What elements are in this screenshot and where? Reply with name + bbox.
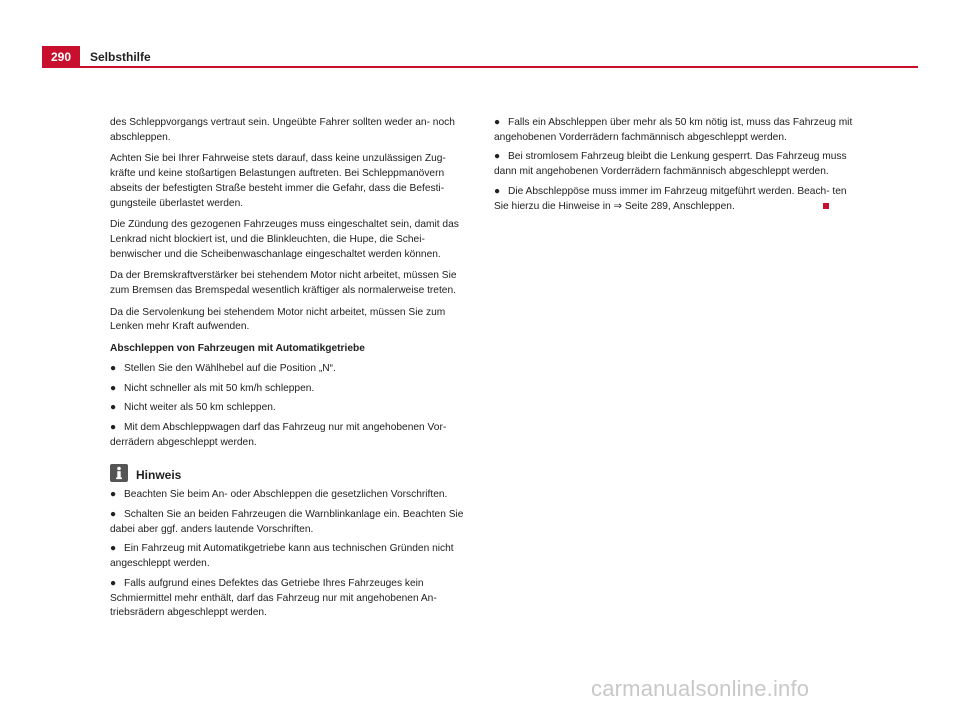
- arrow-icon: ⇒: [613, 200, 623, 212]
- list-item: [110, 401, 465, 416]
- note-item: [110, 577, 465, 621]
- section-heading: Abschleppen von Fahrzeugen mit Automatikgetriebe: [110, 343, 365, 355]
- bullet-icon: ●: [494, 117, 501, 128]
- bullet-icon: ●: [110, 382, 117, 394]
- list-item-suffix: .: [731, 200, 735, 212]
- list-item: [110, 382, 465, 397]
- paragraph: Da der Bremskraftverstärker bei stehendem Motor nicht arbeitet, müssen Sie zum Bremsen das Bremspedal wesentlich kräftiger als normalerweise treten.: [110, 270, 457, 297]
- bullet-icon: ●: [110, 509, 117, 521]
- bullet-icon: ●: [110, 577, 117, 589]
- bullet-icon: ●: [494, 151, 501, 163]
- list-item-text: Mit dem Abschleppwagen darf das Fahrzeug nur mit angehobenen Vor- derrädern abgeschleppt werden.: [110, 421, 447, 448]
- note-item-text: Schalten Sie an beiden Fahrzeugen die Warnblinkanlage ein. Beachten Sie dabei aber ggf. anders lautende Vorschriften.: [110, 509, 464, 535]
- chapter-title: Selbsthilfe: [90, 50, 151, 64]
- cross-reference-link[interactable]: Seite 289, Anschleppen: [624, 200, 732, 212]
- paragraph: Die Zündung des gezogenen Fahrzeuges muss eingeschaltet sein, damit das Lenkrad nicht blockiert ist, und die Blinkleuchten, die Hupe, die Schei- benwischer und die Scheibenwaschanlage eingeschaltet werden können.: [110, 219, 459, 260]
- note-item-text: Falls aufgrund eines Defektes das Getriebe Ihres Fahrzeuges kein Schmiermittel mehr enthält, darf das Fahrzeug nur mit angehobenen An- triebsrädern abgeschleppt werden.: [110, 577, 437, 619]
- note-header: [110, 464, 465, 482]
- list-item-text: Die Abschleppöse muss immer im Fahrzeug mitgeführt werden. Beach- ten Sie hierzu die Hinweise in: [494, 185, 847, 212]
- paragraph: des Schleppvorgangs vertraut sein. Ungeübte Fahrer sollten weder an- noch abschleppen.: [110, 117, 455, 143]
- list-item-text: Nicht schneller als mit 50 km/h schleppen.: [124, 382, 315, 394]
- note-item: [110, 542, 465, 571]
- list-item: [110, 421, 465, 450]
- left-column: [110, 116, 465, 626]
- bullet-icon: ●: [110, 402, 117, 414]
- page-header: [0, 0, 960, 70]
- list-item: [494, 116, 854, 145]
- section-end-icon: [823, 203, 829, 209]
- bullet-icon: ●: [110, 421, 117, 433]
- note-item-text: Ein Fahrzeug mit Automatikgetriebe kann aus technischen Gründen nicht angeschleppt werden.: [110, 543, 454, 570]
- paragraph: Da die Servolenkung bei stehendem Motor nicht arbeitet, müssen Sie zum Lenken mehr Kraft aufwenden.: [110, 306, 446, 333]
- watermark: carmanualsonline.info: [591, 676, 810, 701]
- header-rule: [42, 66, 918, 68]
- bullet-icon: ●: [110, 362, 117, 374]
- list-item-text: Falls ein Abschleppen über mehr als 50 km nötig ist, muss das Fahrzeug mit angehobenen Vorderrädern fachmännisch abgeschleppt werden.: [494, 117, 853, 143]
- right-column: [494, 116, 854, 219]
- bullet-icon: ●: [494, 185, 501, 197]
- list-item: [494, 150, 854, 179]
- note-item: [110, 508, 465, 537]
- note-title: Hinweis: [136, 467, 182, 482]
- list-item-text: Stellen Sie den Wählhebel auf die Position „N“.: [124, 362, 336, 374]
- list-item: [110, 362, 465, 377]
- note-item-text: Beachten Sie beim An- oder Abschleppen die gesetzlichen Vorschriften.: [124, 489, 448, 501]
- note-item: [110, 488, 465, 503]
- list-item: [494, 185, 854, 214]
- list-item-text: Bei stromlosem Fahrzeug bleibt die Lenkung gesperrt. Das Fahrzeug muss dann mit angehobenen Vorderrädern fachmännisch abgeschleppt werden.: [494, 151, 847, 178]
- bullet-icon: ●: [110, 489, 117, 501]
- bullet-icon: ●: [110, 543, 117, 555]
- info-icon: [110, 464, 128, 482]
- page-number: 290: [42, 46, 80, 68]
- list-item-text: Nicht weiter als 50 km schleppen.: [124, 402, 276, 414]
- paragraph: Achten Sie bei Ihrer Fahrweise stets darauf, dass keine unzulässigen Zug- kräfte und keine stoßartigen Belastungen auftreten. Bei Schleppmanövern abseits der befestigten Straße besteht immer die Gefahr, dass die Befesti- gungsteile überlastet werden.: [110, 153, 446, 209]
